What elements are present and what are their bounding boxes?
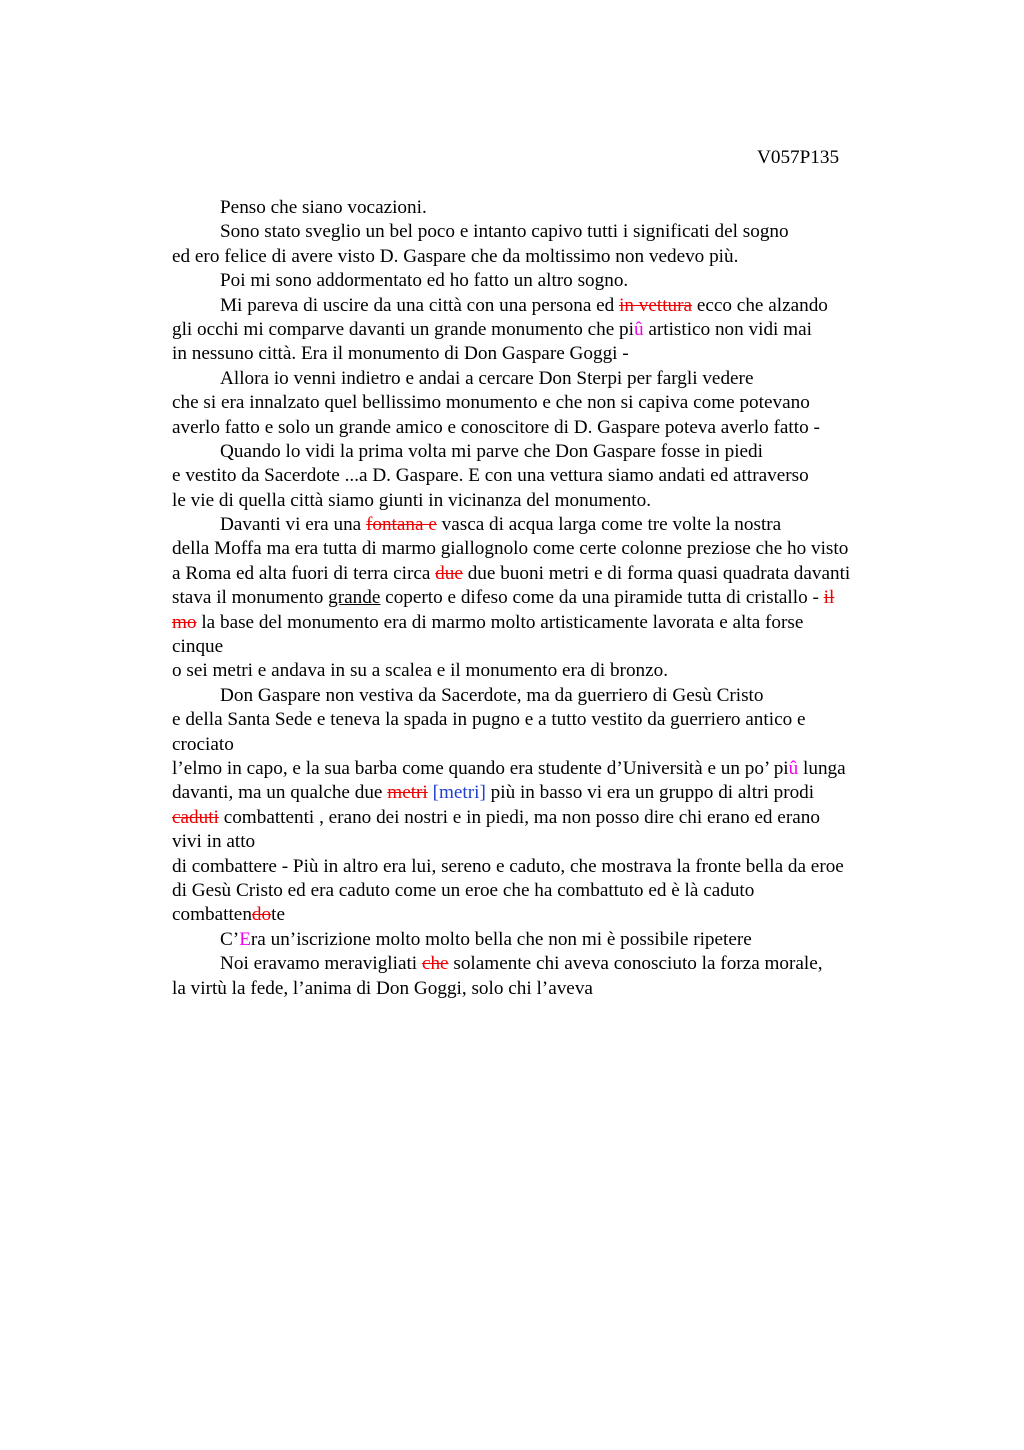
text-segment: Penso che siano vocazioni. [220,197,427,218]
text-segment: Noi eravamo meravigliati [220,953,422,975]
text-line [172,440,912,464]
text-line [172,635,912,659]
text-line [172,708,912,732]
text-segment: Don Gaspare non vestiva da Sacerdote, ma da guerriero di Gesù Cristo [220,684,764,706]
text-line [172,245,912,269]
text-line [172,903,912,927]
text-line [172,391,912,415]
text-line [172,318,912,342]
text-segment: Sono stato sveglio un bel poco e intanto capivo tutti i significati del sogno [220,221,789,243]
deleted-text: in vettura [619,294,693,316]
text-segment: due buoni metri e di forma quasi quadrata davanti [462,562,851,584]
text-segment: combatten [172,904,252,926]
transcription-body [172,196,912,1001]
text-line [172,464,912,488]
text-segment: ecco che alzando [692,294,828,316]
text-line [172,855,912,879]
text-segment: solamente chi aveva conosciuto la forza morale, [448,953,823,975]
text-line [172,830,912,854]
text-segment: Quando lo vidi la prima volta mi parve che Don Gaspare fosse in piedi [220,440,763,462]
text-segment: ed ero felice di avere visto D. Gaspare che da moltissimo non vedevo più. [172,245,739,267]
text-line [172,928,912,952]
text-segment: stava il monumento [172,587,329,609]
text-segment: che si era innalzato quel bellissimo monumento e che non si capiva come potevano [172,392,810,414]
text-segment: l’elmo in capo, e la sua barba come quando era studente d’Università e un po’ pi [172,757,789,779]
text-segment: di combattere - Più in altro era lui, sereno e caduto, che mostrava la fronte bella da eroe [172,855,844,877]
added-text: [metri] [432,782,486,804]
deleted-text: do [251,904,272,926]
text-segment: a Roma ed alta fuori di terra circa [172,562,436,584]
text-segment: artistico non vidi mai [643,318,812,340]
text-line [172,781,912,805]
text-line [172,952,912,976]
text-line [172,196,912,220]
text-line [172,269,912,293]
text-segment: Mi pareva di uscire da una città con una persona ed [220,294,620,316]
text-line [172,586,912,610]
text-segment: te [271,904,285,926]
underlined-text: grande [328,587,381,609]
deleted-text: mo [172,611,197,633]
deleted-text: caduti [172,806,219,828]
text-line [172,294,912,318]
deleted-text: metri [387,782,428,804]
text-segment: Allora io venni indietro e andai a cercare Don Sterpi per fargli vedere [220,367,754,389]
text-segment: Davanti vi era una [220,514,366,536]
inserted-text: û [633,318,644,340]
text-segment: in nessuno città. Era il monumento di Don Gaspare Goggi - [172,343,629,365]
text-segment: averlo fatto e solo un grande amico e conoscitore di D. Gaspare poteva averlo fatto - [172,416,820,438]
text-segment: coperto e difeso come da una piramide tutta di cristallo - [380,587,824,609]
text-segment: C’ [220,928,240,950]
inserted-text: E [239,928,251,950]
page-identifier: V057P135 [757,147,840,168]
text-segment: lunga [798,757,846,779]
text-segment: la base del monumento era di marmo molto artisticamente lavorata e alta forse [196,611,804,633]
text-line [172,367,912,391]
deleted-text: fontana e [365,514,437,536]
inserted-text: û [788,757,799,779]
text-line [172,489,912,513]
text-line [172,684,912,708]
text-segment: crociato [172,733,234,755]
text-line [172,806,912,830]
text-segment: della Moffa ma era tutta di marmo giallognolo come certe colonne preziose che ho visto [172,538,849,560]
text-line [172,342,912,366]
text-segment: di Gesù Cristo ed era caduto come un eroe che ha combattuto ed è là caduto [172,879,755,901]
text-segment: gli occhi mi comparve davanti un grande monumento che pi [172,318,634,340]
text-line [172,562,912,586]
text-line [172,611,912,635]
text-line [172,659,912,683]
text-line [172,220,912,244]
text-segment: le vie di quella città siamo giunti in vicinanza del monumento. [172,489,652,511]
text-line [172,879,912,903]
text-segment: vivi in atto [172,831,256,853]
text-line [172,757,912,781]
text-line [172,977,912,1001]
text-segment: cinque [172,636,224,658]
text-segment: ra un’iscrizione molto molto bella che non mi è possibile ripetere [250,928,752,950]
text-segment: la virtù la fede, l’anima di Don Goggi, solo chi l’aveva [172,977,593,999]
text-segment: più in basso vi era un gruppo di altri prodi [485,782,815,804]
text-segment: Poi mi sono addormentato ed ho fatto un altro sogno. [220,270,629,292]
text-line [172,537,912,561]
text-segment: davanti, ma un qualche due [172,782,388,804]
text-line [172,416,912,440]
deleted-text: due [435,562,463,584]
deleted-text: il [823,587,835,609]
deleted-text: che [421,953,449,975]
text-segment: e vestito da Sacerdote ...a D. Gaspare. E con una vettura siamo andati ed attraverso [172,465,809,487]
text-line [172,513,912,537]
text-segment: o sei metri e andava in su a scalea e il monumento era di bronzo. [172,660,669,682]
text-line [172,733,912,757]
text-segment: e della Santa Sede e teneva la spada in pugno e a tutto vestito da guerriero antico e [172,709,806,731]
text-segment: combattenti , erano dei nostri e in piedi, ma non posso dire chi erano ed erano [218,806,820,828]
text-segment: vasca di acqua larga come tre volte la nostra [436,514,782,536]
